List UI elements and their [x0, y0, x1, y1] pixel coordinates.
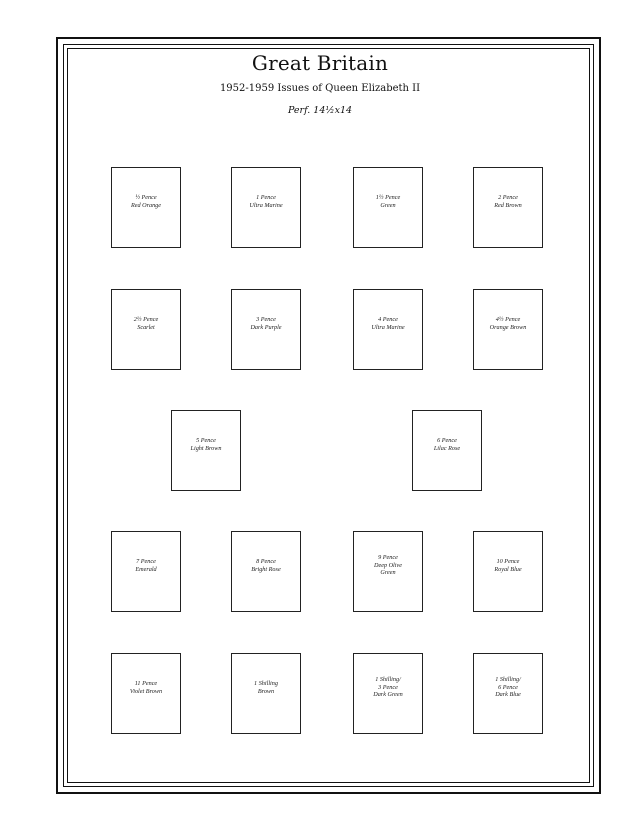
stamp-denomination: 2 Pence: [498, 194, 518, 201]
stamp-denomination: ½ Pence: [135, 194, 157, 201]
stamp-label: [476, 558, 540, 573]
stamp-denomination: 8 Pence: [256, 558, 276, 565]
stamp-color: Orange Brown: [489, 323, 527, 331]
stamp-space: [111, 289, 181, 370]
stamp-color: Ultra Marine: [249, 201, 283, 209]
page-subtitle: 1952-1959 Issues of Queen Elizabeth II: [219, 83, 421, 94]
stamp-label: [476, 676, 540, 699]
stamp-color: Red Brown: [494, 201, 522, 209]
stamp-denomination: 2½ Pence: [133, 316, 159, 323]
stamp-denomination: 1 Pence: [256, 194, 276, 201]
stamp-label: [234, 680, 298, 695]
stamp-color: Scarlet: [137, 323, 155, 331]
stamp-denomination: 11 Pence: [134, 680, 158, 687]
stamp-denomination: 5 Pence: [196, 437, 216, 444]
stamp-space: [111, 653, 181, 734]
stamp-color: Dark Purple: [250, 323, 282, 331]
stamp-denomination: 3 Pence: [256, 316, 276, 323]
stamp-label: [356, 554, 420, 577]
stamp-space: [111, 167, 181, 248]
stamp-label: [234, 194, 298, 209]
stamp-space: [353, 531, 423, 612]
stamp-denomination: 9 Pence: [378, 554, 398, 561]
stamp-label: [114, 558, 178, 573]
stamp-label: [114, 316, 178, 331]
stamp-denomination: 10 Pence: [496, 558, 520, 565]
stamp-color: Violet Brown: [129, 687, 163, 695]
stamp-label: [356, 194, 420, 209]
stamp-space: [231, 289, 301, 370]
stamp-surcharge: 3 Pence: [378, 683, 398, 691]
stamp-label: [476, 316, 540, 331]
stamp-label: [415, 437, 479, 452]
stamp-label: [174, 437, 238, 452]
stamp-label: [234, 558, 298, 573]
stamp-label: [114, 680, 178, 695]
stamp-denomination: 4½ Pence: [495, 316, 521, 323]
stamp-color: Ultra Marine: [371, 323, 405, 331]
stamp-color: Emerald: [135, 565, 157, 573]
stamp-space: [111, 531, 181, 612]
stamp-space: [473, 653, 543, 734]
stamp-label: [234, 316, 298, 331]
stamp-denomination: 1 Shilling: [254, 680, 278, 687]
stamp-color: Deep Olive: [373, 561, 402, 569]
stamp-denomination: 1½ Pence: [375, 194, 401, 201]
stamp-label: [356, 316, 420, 331]
stamp-space: [231, 653, 301, 734]
stamp-denomination: 1 Shilling/: [495, 676, 521, 683]
stamp-color: Red Orange: [130, 201, 162, 209]
stamp-color: Green: [380, 201, 396, 209]
stamp-space: [231, 167, 301, 248]
stamp-surcharge: 6 Pence: [498, 683, 518, 691]
stamp-space: [412, 410, 482, 491]
stamp-space: [171, 410, 241, 491]
stamp-space: [473, 531, 543, 612]
stamp-space: [473, 167, 543, 248]
stamp-label: [476, 194, 540, 209]
stamp-color: Royal Blue: [494, 565, 522, 573]
stamp-color: Dark Green: [373, 691, 403, 699]
stamp-space: [231, 531, 301, 612]
perforation-note: Perf. 14½x14: [287, 105, 353, 116]
stamp-denomination: 1 Shilling/: [375, 676, 401, 683]
stamp-color: Light Brown: [190, 444, 222, 452]
stamp-space: [353, 289, 423, 370]
stamp-denomination: 7 Pence: [136, 558, 156, 565]
stamp-color: Brown: [257, 687, 275, 695]
stamp-color-continued: Green: [380, 569, 396, 577]
stamp-color: Bright Rose: [251, 565, 281, 573]
stamp-denomination: 6 Pence: [437, 437, 457, 444]
stamp-label: [356, 676, 420, 699]
stamp-space: [353, 167, 423, 248]
stamp-denomination: 4 Pence: [378, 316, 398, 323]
stamp-color: Dark Blue: [495, 691, 521, 699]
stamp-space: [353, 653, 423, 734]
stamp-space: [473, 289, 543, 370]
stamp-color: Lilac Rose: [433, 444, 461, 452]
page-title: Great Britain: [251, 51, 389, 75]
stamp-label: [114, 194, 178, 209]
